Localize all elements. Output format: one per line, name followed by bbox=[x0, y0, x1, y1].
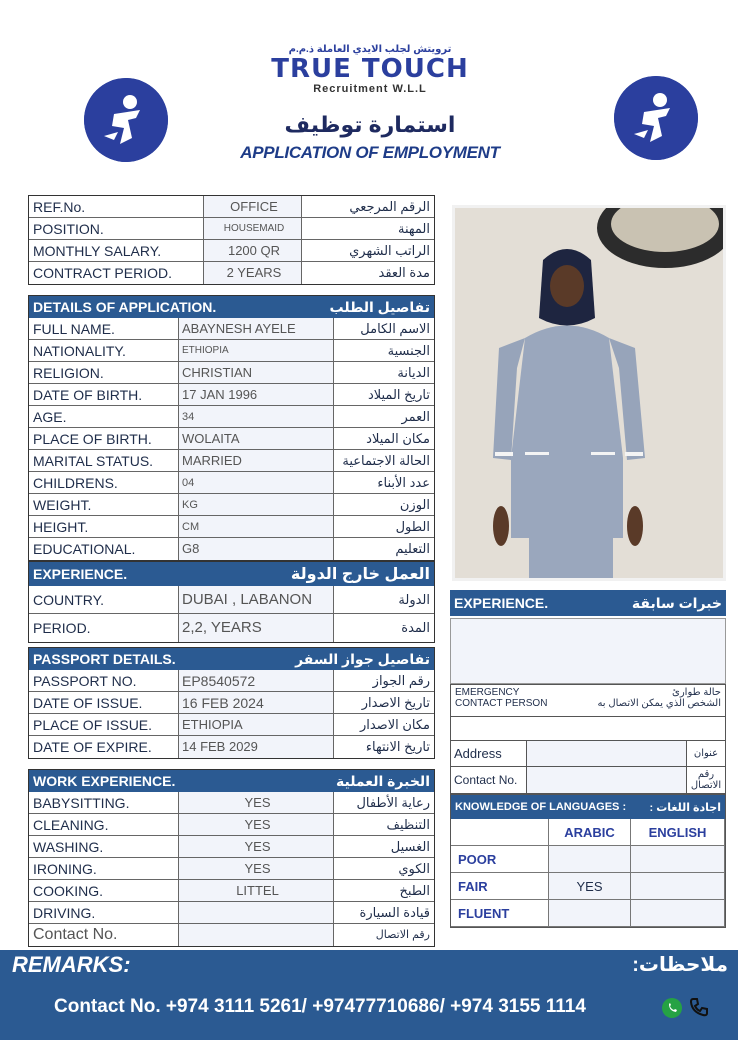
field-value: YES bbox=[179, 814, 334, 835]
field-label-arabic: الغسيل bbox=[390, 839, 430, 854]
form-title-arabic: استمارة توظيف bbox=[284, 112, 456, 137]
applicant-photo bbox=[452, 205, 726, 581]
section-header bbox=[29, 562, 434, 586]
level-cell bbox=[631, 900, 725, 927]
table-row bbox=[29, 692, 434, 714]
field-label-arabic: الديانة bbox=[397, 365, 430, 380]
field-label: MONTHLY SALARY. bbox=[29, 240, 204, 261]
field-label: REF.No. bbox=[29, 196, 204, 217]
field-label: CHILDRENS. bbox=[29, 472, 179, 493]
field-label-arabic: رقم الجواز bbox=[372, 673, 430, 688]
emergency-header bbox=[451, 685, 725, 717]
field-value: YES bbox=[179, 858, 334, 879]
section-header-english: DETAILS OF APPLICATION. bbox=[33, 299, 217, 315]
level-cell: YES bbox=[549, 873, 631, 900]
field-label-arabic: رعاية الأطفال bbox=[356, 795, 430, 810]
experience-abroad-table bbox=[28, 561, 435, 643]
address-field bbox=[527, 741, 687, 766]
languages-grid bbox=[451, 819, 725, 927]
field-label-arabic: قيادة السيارة bbox=[359, 905, 430, 920]
table-row bbox=[29, 836, 434, 858]
remarks-footer bbox=[0, 950, 738, 1040]
table-row bbox=[29, 406, 434, 428]
table-row bbox=[29, 494, 434, 516]
field-label: COUNTRY. bbox=[29, 586, 179, 613]
table-row bbox=[29, 516, 434, 538]
section-header-arabic: الخبرة العملية bbox=[336, 772, 430, 789]
level-cell bbox=[549, 900, 631, 927]
contact-person-label-ar: الشخص الذي يمكن الاتصال به bbox=[597, 698, 721, 709]
work-experience-table bbox=[28, 769, 435, 947]
level-cell bbox=[631, 846, 725, 873]
field-label-arabic: عدد الأبناء bbox=[377, 475, 430, 490]
table-row bbox=[29, 670, 434, 692]
field-label: COOKING. bbox=[29, 880, 179, 901]
table-row bbox=[29, 262, 434, 284]
field-value: MARRIED bbox=[179, 450, 334, 471]
field-label: MARITAL STATUS. bbox=[29, 450, 179, 471]
table-row bbox=[29, 736, 434, 758]
section-header-arabic: اجادة اللغات : bbox=[649, 801, 721, 814]
table-row bbox=[29, 858, 434, 880]
field-label-arabic: المدة bbox=[401, 620, 430, 635]
field-value bbox=[179, 924, 334, 946]
field-label-arabic: مدة العقد bbox=[378, 265, 430, 280]
table-row bbox=[29, 218, 434, 240]
grid-corner bbox=[451, 819, 549, 846]
section-header-arabic: العمل خارج الدولة bbox=[290, 566, 430, 583]
field-label: PLACE OF ISSUE. bbox=[29, 714, 179, 735]
contact-row bbox=[451, 767, 725, 793]
field-label-arabic: الرقم المرجعي bbox=[349, 199, 430, 214]
field-label: POSITION. bbox=[29, 218, 204, 239]
field-label-arabic: الراتب الشهري bbox=[349, 243, 430, 258]
table-row bbox=[29, 362, 434, 384]
section-header bbox=[450, 590, 726, 616]
field-value: 2,2, YEARS bbox=[179, 614, 334, 642]
field-label-arabic: تاريخ الميلاد bbox=[367, 387, 430, 402]
form-title-english: APPLICATION OF EMPLOYMENT bbox=[240, 143, 500, 162]
field-value: CHRISTIAN bbox=[179, 362, 334, 383]
field-label-arabic: الدولة bbox=[398, 592, 430, 607]
field-value: 16 FEB 2024 bbox=[179, 692, 334, 713]
reference-table bbox=[28, 195, 435, 285]
table-row bbox=[29, 428, 434, 450]
field-label-arabic: تاريخ الانتهاء bbox=[365, 739, 430, 754]
level-label: FLUENT bbox=[451, 900, 549, 927]
field-label: EDUCATIONAL. bbox=[29, 538, 179, 560]
field-value: 17 JAN 1996 bbox=[179, 384, 334, 405]
application-details-table bbox=[28, 295, 435, 561]
table-row bbox=[29, 714, 434, 736]
column-header-arabic: ARABIC bbox=[549, 819, 631, 846]
field-label: FULL NAME. bbox=[29, 318, 179, 339]
field-label-arabic: مكان الاصدار bbox=[359, 717, 430, 732]
contact-person-field bbox=[451, 717, 725, 741]
company-logo-right bbox=[614, 76, 698, 160]
emergency-label-arabic bbox=[597, 687, 721, 714]
field-label: IRONING. bbox=[29, 858, 179, 879]
level-cell bbox=[549, 846, 631, 873]
section-header-english: PASSPORT DETAILS. bbox=[33, 651, 176, 667]
languages-section bbox=[450, 794, 726, 928]
field-label-arabic: التنظيف bbox=[386, 817, 430, 832]
field-label: PASSPORT NO. bbox=[29, 670, 179, 691]
field-label-arabic: الوزن bbox=[399, 497, 430, 512]
field-label: Contact No. bbox=[29, 924, 179, 946]
level-label: POOR bbox=[451, 846, 549, 873]
field-value: 1200 QR bbox=[204, 240, 302, 261]
field-label-arabic: تاريخ الاصدار bbox=[361, 695, 430, 710]
field-value: KG bbox=[179, 494, 334, 515]
remarks-label-english: REMARKS: bbox=[12, 952, 131, 977]
field-value: 34 bbox=[179, 406, 334, 427]
table-row bbox=[29, 814, 434, 836]
field-label: BABYSITTING. bbox=[29, 792, 179, 813]
field-value: 14 FEB 2029 bbox=[179, 736, 334, 758]
field-value: DUBAI , LABANON bbox=[179, 586, 334, 613]
address-row bbox=[451, 741, 725, 767]
field-label-arabic: التعليم bbox=[395, 541, 430, 556]
logo-figure-icon bbox=[614, 76, 698, 160]
section-header bbox=[29, 770, 434, 792]
section-header bbox=[451, 795, 725, 819]
address-label-arabic: عنوان bbox=[693, 748, 719, 759]
contact-label-arabic: رقم الاتصال bbox=[690, 769, 722, 791]
table-row bbox=[29, 340, 434, 362]
field-value: YES bbox=[179, 836, 334, 857]
contact-person-label: CONTACT PERSON bbox=[455, 698, 548, 709]
section-header bbox=[29, 296, 434, 318]
field-value: 2 YEARS bbox=[204, 262, 302, 284]
level-label: FAIR bbox=[451, 873, 549, 900]
field-label: HEIGHT. bbox=[29, 516, 179, 537]
phone-icon bbox=[688, 996, 710, 1018]
field-label: AGE. bbox=[29, 406, 179, 427]
table-row bbox=[29, 384, 434, 406]
whatsapp-icon bbox=[662, 998, 682, 1018]
applicant-figure-illustration bbox=[455, 208, 723, 578]
field-value: EP8540572 bbox=[179, 670, 334, 691]
field-label-arabic: الطبخ bbox=[399, 883, 430, 898]
contact-label: Contact No. bbox=[451, 767, 527, 793]
brand-block bbox=[240, 44, 500, 95]
field-value: ETHIOPIA bbox=[179, 340, 334, 361]
field-label-arabic: المهنة bbox=[398, 221, 430, 236]
field-value: YES bbox=[179, 792, 334, 813]
field-label-arabic: الاسم الكامل bbox=[360, 321, 430, 336]
field-label-arabic: الكوي bbox=[398, 861, 430, 876]
field-label: RELIGION. bbox=[29, 362, 179, 383]
field-value: ETHIOPIA bbox=[179, 714, 334, 735]
table-row bbox=[29, 538, 434, 560]
section-header-arabic: خبرات سابقة bbox=[631, 594, 722, 611]
footer-contact-numbers: Contact No. +974 3111 5261/ +97477710686/ +974 3155 1114 bbox=[54, 996, 586, 1017]
remarks-label-arabic: ملاحظات: bbox=[632, 954, 728, 976]
table-row bbox=[29, 318, 434, 340]
field-value: OFFICE bbox=[204, 196, 302, 217]
table-row bbox=[29, 450, 434, 472]
field-label: DRIVING. bbox=[29, 902, 179, 923]
brand-subtitle: Recruitment W.L.L bbox=[313, 83, 427, 95]
table-row bbox=[29, 880, 434, 902]
field-label: CONTRACT PERIOD. bbox=[29, 262, 204, 284]
field-label: CLEANING. bbox=[29, 814, 179, 835]
section-header bbox=[29, 648, 434, 670]
field-value: CM bbox=[179, 516, 334, 537]
field-label-arabic: العمر bbox=[401, 409, 430, 424]
brand-arabic-name: ترويتش لجلب الايدي العاملة ذ.م.م bbox=[288, 44, 452, 55]
field-label: DATE OF BIRTH. bbox=[29, 384, 179, 405]
table-row bbox=[29, 924, 434, 946]
table-row bbox=[29, 240, 434, 262]
field-value: G8 bbox=[179, 538, 334, 560]
field-label: DATE OF ISSUE. bbox=[29, 692, 179, 713]
section-header-arabic: تفاصيل الطلب bbox=[329, 298, 430, 315]
section-header-english: KNOWLEDGE OF LANGUAGES : bbox=[455, 801, 627, 813]
field-label-arabic: رقم الاتصال bbox=[375, 929, 430, 941]
field-label-arabic: الطول bbox=[395, 519, 430, 534]
logo-figure-icon bbox=[84, 78, 168, 162]
emergency-label: EMERGENCY bbox=[455, 687, 520, 698]
table-row bbox=[29, 792, 434, 814]
table-row bbox=[29, 196, 434, 218]
address-label: Address bbox=[451, 741, 527, 766]
field-label: PLACE OF BIRTH. bbox=[29, 428, 179, 449]
field-value: ABAYNESH AYELE bbox=[179, 318, 334, 339]
field-label: DATE OF EXPIRE. bbox=[29, 736, 179, 758]
section-header-english: EXPERIENCE. bbox=[454, 595, 549, 611]
field-value: 04 bbox=[179, 472, 334, 493]
emergency-label-ar: حالة طوارئ bbox=[672, 687, 721, 698]
field-label: WEIGHT. bbox=[29, 494, 179, 515]
field-value bbox=[179, 902, 334, 923]
brand-name: TRUE TOUCH bbox=[271, 54, 469, 84]
section-header-english: WORK EXPERIENCE. bbox=[33, 773, 176, 789]
contact-field bbox=[527, 767, 687, 793]
field-label: PERIOD. bbox=[29, 614, 179, 642]
emergency-contact-section bbox=[450, 684, 726, 794]
section-header-arabic: تفاصيل جواز السفر bbox=[295, 650, 430, 667]
table-row bbox=[29, 902, 434, 924]
level-cell bbox=[631, 873, 725, 900]
table-row bbox=[29, 472, 434, 494]
field-label-arabic: الحالة الاجتماعية bbox=[342, 453, 430, 468]
company-logo-left bbox=[84, 78, 168, 162]
emergency-label-english bbox=[455, 687, 547, 714]
section-header-english: EXPERIENCE. bbox=[33, 566, 128, 582]
field-value: LITTEL bbox=[179, 880, 334, 901]
field-label: NATIONALITY. bbox=[29, 340, 179, 361]
passport-details-table bbox=[28, 647, 435, 759]
field-label: WASHING. bbox=[29, 836, 179, 857]
table-row bbox=[29, 614, 434, 642]
field-value: WOLAITA bbox=[179, 428, 334, 449]
previous-experience-box bbox=[450, 618, 726, 684]
field-label-arabic: مكان الميلاد bbox=[366, 431, 430, 446]
previous-experience-section bbox=[450, 590, 726, 684]
column-header-english: ENGLISH bbox=[631, 819, 725, 846]
field-value: HOUSEMAID bbox=[204, 218, 302, 239]
field-label-arabic: الجنسية bbox=[387, 343, 430, 358]
table-row bbox=[29, 586, 434, 614]
